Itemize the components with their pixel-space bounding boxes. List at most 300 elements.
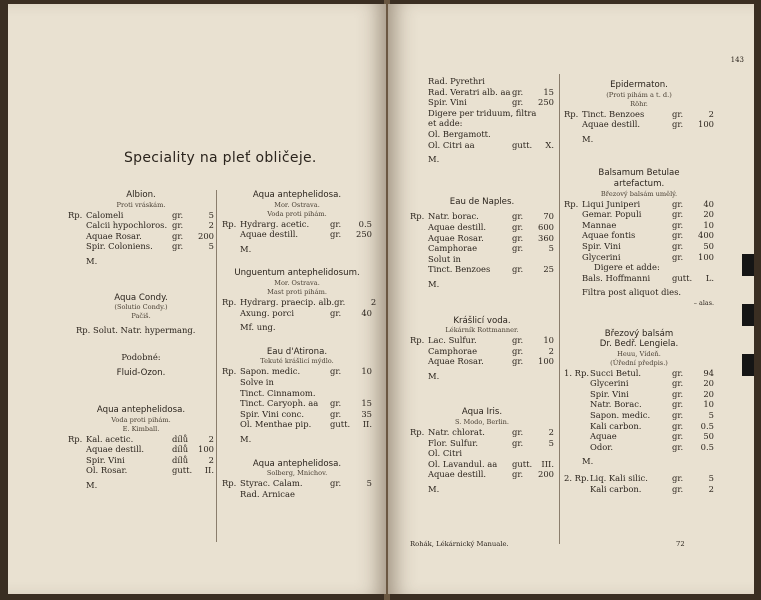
recipe-m: M. — [428, 278, 440, 289]
recipe-row: Bals. Hoffmanni gutt. L. — [582, 272, 714, 283]
recipe-subtitle: Röhr. — [630, 99, 648, 108]
recipe-title: Eau d'Atirona. — [266, 346, 328, 357]
row-ing: Styrac. Calam. — [240, 478, 303, 489]
row-ing: Aquae Rosar. — [428, 356, 484, 367]
row-rp — [222, 398, 240, 409]
row-rp: Rp. — [68, 433, 83, 444]
row-ing: Spir. Coloniens. — [86, 241, 153, 252]
row-rp: Rp. — [222, 296, 237, 307]
row-rp — [222, 409, 240, 420]
row-qty: 200 — [198, 230, 214, 241]
row-unit: dílů — [172, 433, 189, 444]
row-rp — [410, 346, 428, 357]
row-qty — [352, 489, 372, 500]
row-ing: Ol. Rosar. — [86, 465, 128, 476]
row-rp — [222, 489, 240, 500]
recipe-row — [410, 427, 554, 438]
row-unit: gutt. — [512, 458, 533, 469]
row-qty: 100 — [698, 251, 714, 262]
row-rp: Rp. — [410, 211, 425, 222]
row-rp — [410, 264, 428, 275]
row-rp — [564, 252, 582, 263]
row-qty: 0.5 — [358, 218, 372, 229]
recipe-row — [410, 438, 554, 449]
row-unit: gr. — [512, 243, 524, 254]
page-tab-marker — [742, 304, 754, 326]
row-rp: Rp. — [410, 335, 425, 346]
row-ing: Liq. Kali silic. — [590, 473, 648, 484]
row-unit: gr. — [672, 251, 684, 262]
recipe-row — [410, 469, 554, 480]
left-page — [8, 4, 386, 594]
recipe-m: M. — [582, 456, 594, 467]
row-ing: Odor. — [590, 441, 614, 452]
left-column-1 — [68, 182, 214, 491]
row-unit: gr. — [672, 431, 684, 442]
recipe-subtitle: Voda proti pihám. — [111, 415, 171, 424]
row-rp: Rp. — [222, 366, 237, 377]
recipe-title: Epidermaton. — [610, 80, 668, 90]
recipe-row — [410, 140, 554, 151]
row-qty: 100 — [538, 356, 554, 367]
recipe-row — [222, 366, 372, 377]
recipe-rows — [564, 199, 714, 263]
recipe-title: Aqua antephelidosa. — [252, 458, 342, 469]
row-ing: Glycerini — [582, 251, 621, 262]
recipe-subtitle: Mor. Ostrava. — [274, 278, 320, 287]
row-rp — [410, 140, 428, 151]
recipe-rows — [410, 129, 554, 150]
recipe-title: Aqua antephelidosa. — [252, 190, 342, 200]
row-ing: Natr. borac. — [428, 211, 479, 222]
recipe-subtitle: Lékárník Rottmanner. — [445, 326, 519, 335]
recipe-row — [410, 211, 554, 222]
recipe-row — [222, 296, 377, 308]
row-unit: gr. — [672, 230, 684, 241]
row-qty — [534, 76, 554, 87]
row-ing: Camphorae — [428, 345, 478, 356]
row-rp — [410, 448, 428, 459]
row-rp — [410, 222, 428, 233]
recipe-row — [68, 444, 214, 455]
recipe-m: Mf. ung. — [240, 322, 276, 333]
recipe-row — [410, 243, 554, 254]
row-ing: Sapon. medic. — [240, 366, 301, 377]
row-ing: Aquae Rosar. — [428, 232, 484, 243]
recipe-row — [222, 489, 372, 500]
row-qty — [534, 254, 554, 265]
row-qty: 10 — [543, 335, 554, 346]
row-ing: Succi Betul. — [590, 367, 642, 378]
recipe-row — [222, 478, 372, 489]
row-unit: gr. — [672, 420, 684, 431]
row-qty — [534, 448, 554, 459]
recipe-subtitle: Heuu, Vídeň. — [617, 349, 661, 358]
recipe-rows — [68, 210, 214, 252]
row-ing: Sapon. medic. — [590, 410, 651, 421]
row-rp — [222, 377, 240, 388]
row-rp — [564, 230, 582, 241]
row-unit: gr. — [330, 218, 342, 229]
recipe-row — [222, 229, 372, 240]
row-rp: Rp. — [564, 108, 579, 119]
row-rp: Rp. — [564, 198, 579, 209]
recipe-rows — [410, 76, 554, 108]
row-rp — [564, 484, 590, 495]
row-ing: Lac. Sulfur. — [428, 335, 477, 346]
recipe-row — [68, 210, 214, 221]
recipe-row — [410, 448, 554, 459]
row-qty — [534, 129, 554, 140]
row-ing: Ol. Citri — [428, 448, 463, 459]
recipe-rows — [222, 478, 372, 499]
recipe-subtitle: Solberg, Mnichov. — [266, 469, 328, 478]
recipe-title-2: Dr. Bedř. Lengiela. — [599, 339, 679, 350]
row-unit — [512, 129, 534, 140]
row-unit: gr. — [512, 264, 524, 275]
row-qty: II. — [362, 419, 372, 430]
row-unit: gutt. — [172, 465, 193, 476]
recipe-m: M. — [86, 479, 98, 490]
recipe-line: Digere et adde: — [594, 262, 660, 273]
row-rp — [564, 209, 582, 220]
row-ing: Spir. Vini conc. — [240, 408, 304, 419]
recipe-subtitle: Březový balsám umělý. — [600, 189, 678, 198]
left-column-2 — [222, 182, 377, 499]
row-qty: 20 — [703, 378, 714, 389]
row-qty: 5 — [708, 410, 714, 421]
row-rp — [564, 119, 582, 130]
row-ing: Tinct. Benzoes — [428, 264, 491, 275]
row-unit: dílů — [172, 444, 189, 455]
recipe-subtitle: (Solutio Condy.) — [114, 303, 168, 312]
row-rp — [410, 254, 428, 265]
page-tab-marker — [742, 254, 754, 276]
row-ing: Ol. Menthae pip. — [240, 419, 312, 430]
row-qty: 0.5 — [700, 441, 714, 452]
column-divider — [559, 74, 560, 544]
recipe-rows — [222, 296, 377, 318]
row-ing: Mannae — [582, 219, 617, 230]
row-qty: 250 — [356, 229, 372, 240]
recipe-row — [410, 335, 554, 346]
row-rp — [410, 243, 428, 254]
recipe-row — [68, 241, 214, 252]
row-unit: gr. — [672, 441, 684, 452]
row-unit: gr. — [512, 427, 524, 438]
row-qty: 15 — [543, 86, 554, 97]
recipe-row — [410, 129, 554, 140]
row-ing: Rad. Arnicae — [240, 488, 295, 499]
recipe-row — [564, 241, 714, 252]
recipe-rows — [564, 109, 714, 130]
row-ing: Tinct. Benzoes — [582, 108, 645, 119]
row-unit: gr. — [512, 437, 524, 448]
row-qty: 35 — [361, 408, 372, 419]
row-unit: gr. — [672, 388, 684, 399]
row-rp: 2. Rp. — [564, 473, 589, 484]
recipe-subtitle: (Úřední předpis.) — [610, 358, 668, 367]
row-ing: Rad. Pyrethri — [428, 76, 485, 86]
row-unit: gr. — [512, 356, 524, 367]
row-unit: gr. — [672, 209, 684, 220]
row-unit: gr. — [512, 97, 524, 108]
row-rp — [564, 241, 582, 252]
row-unit: gr. — [672, 108, 684, 119]
row-rp — [410, 438, 428, 449]
row-rp — [222, 308, 240, 319]
recipe-m: M. — [582, 133, 594, 144]
row-qty: 5 — [208, 209, 214, 220]
row-unit: gr. — [172, 209, 184, 220]
recipe-row — [564, 421, 714, 432]
row-rp — [564, 410, 590, 421]
recipe-title: Eau de Naples. — [449, 196, 515, 207]
row-unit: gr. — [334, 296, 346, 307]
recipe-title: Aqua antephelidosa. — [96, 404, 186, 415]
row-unit: gr. — [172, 220, 184, 231]
recipe-rows — [410, 335, 554, 367]
row-ing: Aquae destill. — [428, 469, 487, 480]
recipe-rows — [222, 219, 372, 240]
column-divider — [216, 190, 217, 542]
row-ing: Flor. Sulfur. — [428, 437, 478, 448]
row-ing: Solve in — [240, 376, 274, 387]
recipe-m: M. — [428, 484, 440, 495]
row-unit — [330, 377, 352, 388]
row-rp — [68, 241, 86, 252]
row-ing: Aquae fontis — [582, 230, 636, 241]
row-unit — [512, 76, 534, 87]
row-unit: gr. — [330, 408, 342, 419]
page-title: Speciality na pleť obličeje. — [124, 150, 317, 166]
row-qty: 2 — [208, 454, 214, 465]
row-rp — [68, 455, 86, 466]
row-rp — [410, 356, 428, 367]
row-ing: Natr. chlorat. — [428, 427, 485, 438]
row-qty: 5 — [208, 241, 214, 252]
row-unit — [512, 448, 534, 459]
recipe-row — [222, 308, 372, 319]
row-ing: Glycerini — [590, 378, 629, 389]
recipe-row — [564, 199, 714, 210]
recipe-row — [222, 419, 372, 430]
row-rp: 1. Rp. — [564, 367, 589, 378]
row-qty: 5 — [548, 437, 554, 448]
row-unit: gr. — [512, 335, 524, 346]
row-rp — [410, 233, 428, 244]
row-qty: 200 — [538, 469, 554, 480]
recipe-sign: – alas. — [693, 298, 714, 307]
row-qty: 20 — [703, 388, 714, 399]
row-unit: gutt. — [330, 419, 351, 430]
recipe-row — [564, 230, 714, 241]
row-qty — [352, 377, 372, 388]
row-ing: Aquae destill. — [582, 119, 641, 130]
recipe-rows — [410, 211, 554, 275]
row-rp — [564, 220, 582, 231]
row-rp: Rp. — [222, 478, 237, 489]
page-footer: Rohák, Lékárnický Manuale. — [410, 540, 509, 548]
row-ing: Aquae — [590, 431, 617, 442]
recipe-rows — [68, 434, 214, 476]
recipe-title: Krášlicí voda. — [453, 315, 511, 326]
row-rp — [410, 76, 428, 87]
row-unit: gr. — [672, 219, 684, 230]
row-unit: gr. — [512, 211, 524, 222]
row-qty: 360 — [538, 232, 554, 243]
row-rp — [222, 388, 240, 399]
recipe-row — [410, 254, 554, 265]
row-qty: 5 — [548, 243, 554, 254]
row-qty: 94 — [703, 367, 714, 378]
row-rp: Rp. — [68, 209, 83, 220]
row-ing: Aquae destill. — [240, 229, 299, 240]
row-ing: Rad. Veratri alb. aa — [428, 86, 511, 97]
row-rp — [564, 421, 590, 432]
row-ing: Kali carbon. — [590, 420, 642, 431]
row-ing: Hydrarg. acetic. — [240, 218, 310, 229]
row-unit — [330, 388, 352, 399]
recipe-row — [564, 389, 714, 400]
row-unit — [512, 254, 534, 265]
recipe-m: M. — [240, 433, 252, 444]
row-ing: Calcii hypochloros. — [86, 220, 168, 231]
row-unit: gr. — [512, 232, 524, 243]
recipe-subtitle: Mor. Ostrava. — [274, 200, 320, 209]
row-qty: 0.5 — [700, 420, 714, 431]
row-rp — [68, 231, 86, 242]
recipe-row — [222, 398, 372, 409]
row-qty: 15 — [361, 398, 372, 409]
recipe-subtitle: Mast proti pihám. — [267, 287, 327, 296]
row-rp: Rp. — [222, 218, 237, 229]
recipe-row — [564, 220, 714, 231]
recipe-title: Aqua Condy. — [114, 292, 168, 303]
right-column-1 — [410, 76, 554, 495]
row-qty: 2 — [548, 345, 554, 356]
row-ing: Gemar. Populi — [582, 209, 642, 220]
row-ing: Kali carbon. — [590, 483, 642, 494]
recipe-rows — [410, 427, 554, 480]
fluid-ozon-title: Fluid-Ozon. — [116, 368, 166, 379]
row-qty: 2 — [208, 433, 214, 444]
row-rp — [564, 431, 590, 442]
recipe-title: Balsamum Betulae — [598, 168, 680, 179]
row-qty: III. — [541, 458, 554, 469]
recipe-row — [410, 87, 554, 98]
recipe-subtitle: S. Modo, Berlin. — [454, 418, 510, 427]
recipe-title: Unguentum antephelidosum. — [234, 268, 360, 279]
row-rp — [564, 442, 590, 453]
row-unit: gr. — [672, 483, 684, 494]
recipe-title: Albion. — [126, 190, 156, 200]
row-ing: Spir. Vini — [428, 97, 467, 108]
recipe-row — [564, 119, 714, 130]
row-rp — [564, 399, 590, 410]
row-rp — [410, 129, 428, 140]
row-qty: 10 — [703, 399, 714, 410]
row-unit: gr. — [672, 367, 684, 378]
row-qty: 70 — [543, 211, 554, 222]
recipe-row — [410, 459, 554, 470]
recipe-subtitle: Proti vráskám. — [116, 200, 166, 209]
row-qty: 10 — [703, 219, 714, 230]
row-qty: 50 — [703, 431, 714, 442]
recipe-row — [564, 442, 714, 453]
recipe-subtitle: Pačiš. — [131, 312, 151, 321]
row-qty: 2 — [708, 108, 714, 119]
row-ing: Spir. Vini — [582, 240, 621, 251]
recipe-row — [410, 346, 554, 357]
recipe-row — [564, 399, 714, 410]
row-qty: 50 — [703, 240, 714, 251]
row-rp: Rp. — [410, 427, 425, 438]
row-rp — [222, 229, 240, 240]
row-ing: Tinct. Caryoph. aa — [240, 398, 319, 409]
recipe-row — [222, 219, 372, 230]
recipe-m: M. — [428, 154, 440, 165]
row-ing: Axung. porci — [240, 307, 295, 318]
row-ing: Tinct. Cinnamom. — [240, 387, 316, 398]
row-unit: gutt. — [512, 139, 533, 150]
recipe-row — [410, 356, 554, 367]
row-qty: X. — [545, 139, 554, 150]
recipe-row — [410, 222, 554, 233]
recipe-subtitle: Voda proti pihám. — [267, 209, 327, 218]
row-ing: Kal. acetic. — [86, 433, 134, 444]
page-number: 143 — [730, 56, 744, 64]
recipe-row — [410, 97, 554, 108]
recipe-title: Březový balsám — [604, 328, 674, 339]
recipe-row — [68, 465, 214, 476]
row-ing: Solut in — [428, 253, 461, 264]
recipe-row — [410, 76, 554, 87]
row-rp — [564, 378, 590, 389]
row-qty: 250 — [538, 97, 554, 108]
page-tab-marker — [742, 354, 754, 376]
row-qty: 2 — [208, 220, 214, 231]
row-qty: 400 — [698, 230, 714, 241]
recipe-rows — [222, 366, 372, 430]
recipe-row — [564, 410, 714, 421]
row-unit: gr. — [512, 345, 524, 356]
row-rp — [410, 87, 428, 98]
recipe-row — [222, 377, 372, 388]
row-ing: Liqui Juniperi — [582, 198, 641, 209]
row-rp — [68, 220, 86, 231]
recipe-row — [564, 368, 714, 379]
recipe-line: Digere per triduum, filtra — [428, 107, 537, 118]
row-unit: gr. — [330, 229, 342, 240]
row-qty: 25 — [543, 264, 554, 275]
recipe-row — [564, 252, 714, 263]
recipe-m: M. — [86, 255, 98, 266]
row-ing: Ol. Bergamott. — [428, 128, 491, 139]
row-rp — [410, 469, 428, 480]
row-ing: Spir. Vini — [86, 454, 125, 465]
recipe-row — [410, 264, 554, 275]
row-unit: gr. — [512, 221, 524, 232]
row-ing: Ol. Lavandul. aa — [428, 458, 498, 469]
recipe-line: Filtra post aliquot dies. — [582, 287, 682, 298]
recipe-row — [68, 434, 214, 445]
row-ing: Natr. Borac. — [590, 399, 642, 410]
row-unit: gr. — [672, 119, 684, 130]
row-qty: 5 — [708, 473, 714, 484]
row-ing: Calomeli — [86, 209, 124, 220]
page-footer-number: 72 — [676, 540, 685, 548]
